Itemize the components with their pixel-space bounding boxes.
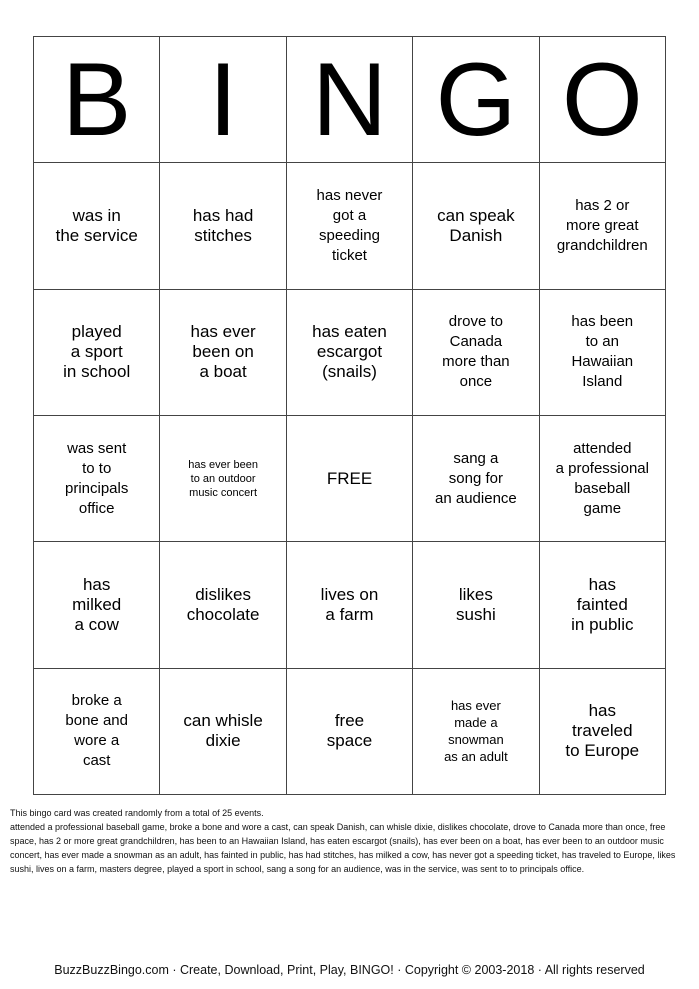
- bingo-cell: [287, 290, 413, 416]
- header-cell-n: [287, 37, 413, 163]
- bingo-cell: [34, 416, 160, 542]
- bingo-cell: [160, 416, 286, 542]
- header-letter: G: [435, 41, 517, 158]
- cell-text: was in the service: [55, 205, 138, 245]
- cell-text: can whisle dixie: [183, 711, 263, 751]
- bingo-cell: [540, 163, 666, 289]
- bingo-cell: [413, 669, 539, 795]
- cell-text: free space: [326, 711, 373, 751]
- bingo-cell: [413, 290, 539, 416]
- header-cell-o: [540, 37, 666, 163]
- bingo-cell: [413, 416, 539, 542]
- header-cell-g: [413, 37, 539, 163]
- bingo-cell: [34, 290, 160, 416]
- bingo-cell: [413, 542, 539, 668]
- bingo-cell: [540, 669, 666, 795]
- header-letter: O: [561, 41, 643, 158]
- header-cell-i: [160, 37, 286, 163]
- cell-text: has ever been on a boat: [190, 322, 256, 382]
- cell-text: attended a professional baseball game: [555, 439, 649, 517]
- cell-text: has 2 or more great grandchildren: [556, 196, 648, 254]
- free-cell: [287, 416, 413, 542]
- cell-text: has been to an Hawaiian Island: [571, 313, 634, 391]
- bingo-cell: [34, 542, 160, 668]
- cell-text: has eaten escargot (snails): [312, 322, 387, 382]
- bingo-cell: [287, 542, 413, 668]
- cell-text: has never got a speeding ticket: [316, 186, 383, 264]
- cell-text: has had stitches: [192, 205, 254, 245]
- header-cell-b: [34, 37, 160, 163]
- events-note: [10, 806, 690, 876]
- bingo-cell: [540, 290, 666, 416]
- cell-text: has traveled to Europe: [565, 701, 640, 761]
- bingo-cell: [160, 542, 286, 668]
- cell-text: has ever been to an outdoor music concert: [188, 458, 258, 499]
- header-letter: I: [208, 41, 238, 158]
- cell-text: has ever made a snowman as an adult: [444, 698, 508, 765]
- note-events-list: attended a professional baseball game, broke a bone and wore a cast, can speak Danish, can whisle dixie, dislikes chocolate, drove to Canada more than once, free space, has 2 or more great grandchildren, has been to an Hawaiian Island, has eaten escargot (snails), has ever been on a boat, has ever been to an outdoor music concert, has ever made a snowman as an adult, has fainted in public, has had stitches, has milked a cow, has never got a speeding ticket, has traveled to Europe, likes sushi, lives on a farm, masters degree, played a sport in school, sang a song for an audience, was in the service, was sent to to principals office.: [10, 822, 676, 874]
- bingo-cell: [34, 669, 160, 795]
- bingo-cell: [34, 163, 160, 289]
- bingo-cell: [160, 669, 286, 795]
- cell-text: can speak Danish: [437, 205, 515, 245]
- note-intro: This bingo card was created randomly from a total of 25 events.: [10, 808, 264, 818]
- bingo-card: [33, 36, 666, 795]
- header-letter: N: [311, 41, 388, 158]
- bingo-cell: [287, 163, 413, 289]
- cell-text: played a sport in school: [63, 322, 131, 382]
- cell-text: was sent to to principals office: [65, 439, 129, 517]
- bingo-cell: [287, 669, 413, 795]
- bingo-cell: [413, 163, 539, 289]
- cell-text: lives on a farm: [320, 584, 379, 624]
- cell-text: has milked a cow: [72, 574, 122, 634]
- cell-text: broke a bone and wore a cast: [65, 692, 128, 770]
- header-letter: B: [62, 41, 132, 158]
- cell-text: dislikes chocolate: [186, 584, 260, 624]
- cell-text: FREE: [326, 468, 373, 488]
- bingo-cell: [540, 416, 666, 542]
- cell-text: drove to Canada more than once: [442, 313, 510, 391]
- cell-text: likes sushi: [456, 584, 496, 624]
- bingo-cell: [160, 290, 286, 416]
- cell-text: sang a song for an audience: [435, 449, 517, 507]
- cell-text: has fainted in public: [571, 574, 634, 634]
- footer-copyright: BuzzBuzzBingo.com · Create, Download, Print, Play, BINGO! · Copyright © 2003-2018 · All rights reserved: [54, 963, 645, 977]
- bingo-cell: [540, 542, 666, 668]
- bingo-cell: [160, 163, 286, 289]
